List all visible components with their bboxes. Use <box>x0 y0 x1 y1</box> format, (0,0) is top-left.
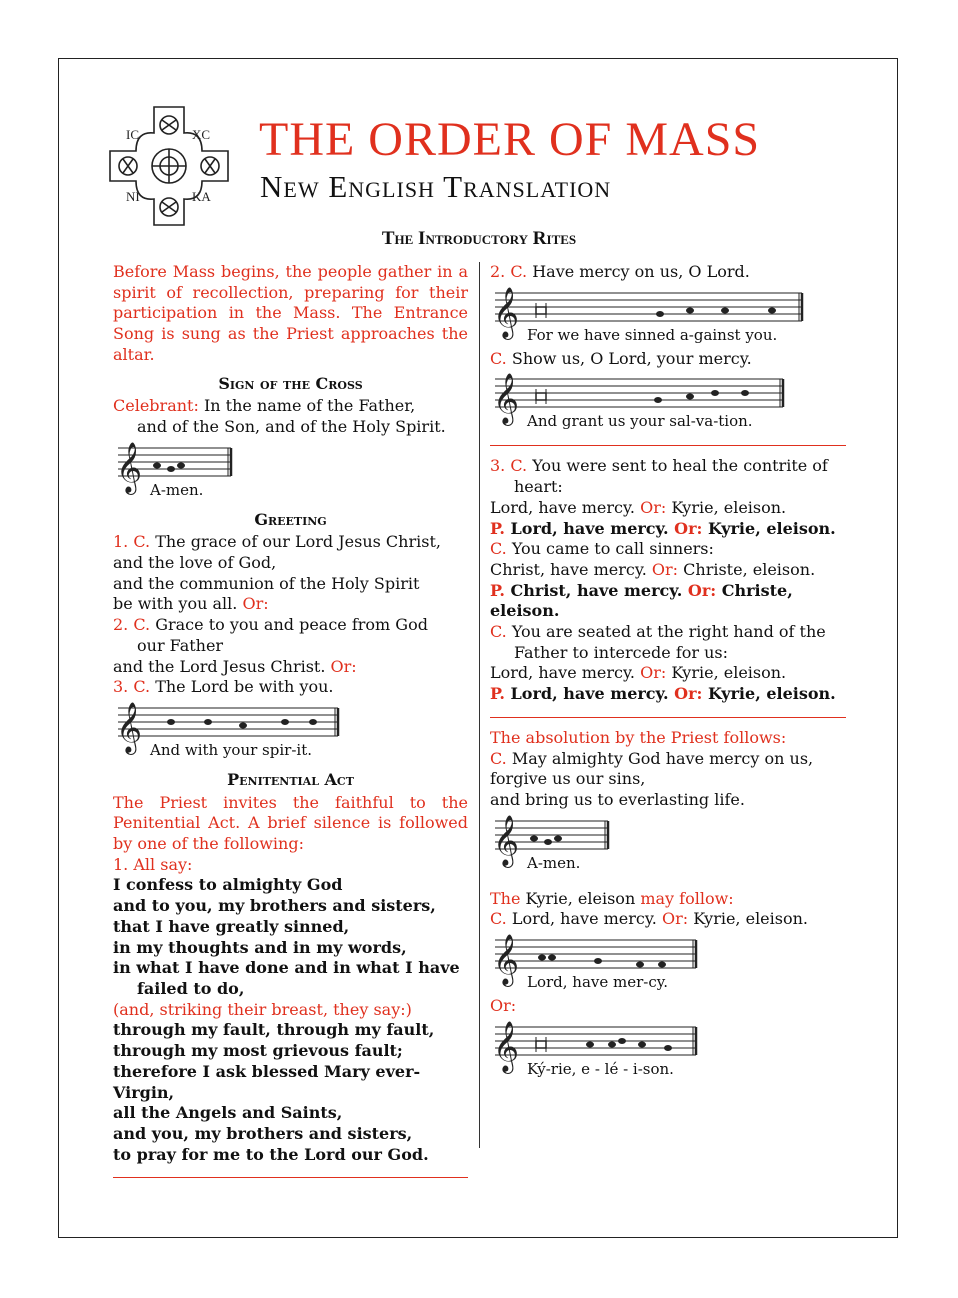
salvation-staff <box>490 373 846 433</box>
amen-staff <box>113 442 468 502</box>
svg-text:𝄞: 𝄞 <box>493 286 520 338</box>
confiteor-line: in what I have done and in what I have failed to do, <box>113 958 460 998</box>
greeting-1-line-3: and the communion of the Holy Spirit <box>113 573 420 593</box>
greeting-heading: Greeting <box>254 509 327 529</box>
confiteor-line: through my fault, through my fault, <box>113 1020 435 1040</box>
greeting-1: 1. C. The grace of our Lord Jesus Christ, <box>113 532 441 552</box>
confiteor-line: therefore I ask blessed Mary ever-Virgin, <box>113 1061 421 1102</box>
greeting-3: 3. C. The Lord be with you. <box>113 677 334 697</box>
people-lord-mercy: P. Lord, have mercy. Or: Kyrie, eleison. <box>490 518 836 538</box>
absolution-line-3: and bring us to everlasting life. <box>490 789 745 809</box>
confiteor-line: and you, my brothers and sisters, <box>113 1123 413 1143</box>
confiteor-line: I confess to almighty God <box>113 875 343 895</box>
amen-staff-2 <box>490 815 846 875</box>
svg-text:𝄞: 𝄞 <box>493 373 520 425</box>
section-title: The Introductory Rites <box>381 228 577 249</box>
page-subtitle: New English Translation <box>260 169 612 204</box>
seated-line: C. You are seated at the right hand of the Father to intercede for us: <box>490 622 826 662</box>
people-lord-mercy-2: P. Lord, have mercy. Or: Kyrie, eleison. <box>490 684 836 704</box>
greeting-2: 2. C. Grace to you and peace from God <box>113 615 428 635</box>
greeting-2-line-3: and the Lord Jesus Christ. Or: <box>113 656 357 676</box>
spirit-lyric: And with your spir-it. <box>150 740 312 759</box>
salvation-lyric: And grant us your sal-va-tion. <box>527 412 753 431</box>
spirit-staff <box>113 702 468 762</box>
kyrie-3-intro: 3. C. You were sent to heal the contrite of heart: <box>490 456 828 497</box>
absolution-line-2: forgive us our sins, <box>490 769 646 789</box>
show-mercy: C. Show us, O Lord, your mercy. <box>490 348 752 368</box>
lord-mercy-line-2: Lord, have mercy. Or: Kyrie, eleison. <box>490 663 787 683</box>
column-divider <box>479 262 480 1148</box>
absolution-rubric: The absolution by the Priest follows: <box>490 727 787 747</box>
red-rule <box>490 717 846 718</box>
right-column <box>490 262 846 1083</box>
against-staff <box>490 287 846 347</box>
red-rule <box>490 445 846 446</box>
came-line: C. You came to call sinners: <box>490 539 714 559</box>
mercy-2: 2. C. Have mercy on us, O Lord. <box>490 262 750 281</box>
people-christ-mercy: P. Christ, have mercy. Or: Christe, eleison. <box>490 580 793 621</box>
svg-text:𝄞: 𝄞 <box>116 441 143 493</box>
greeting-1-line-2: and the love of God, <box>113 553 277 573</box>
lord-mercy-lyric: Lord, have mer-cy. <box>527 973 669 992</box>
sign-of-cross-heading: Sign of the Cross <box>218 373 363 393</box>
confiteor-line: in my thoughts and in my words, <box>113 937 407 957</box>
all-say-rubric: 1. All say: <box>113 854 193 874</box>
kyrie-call: C. Lord, have mercy. Or: Kyrie, eleison. <box>490 909 808 929</box>
penitential-heading: Penitential Act <box>227 769 354 789</box>
kyrie-staff <box>490 1021 846 1081</box>
svg-text:XC: XC <box>192 127 211 142</box>
svg-text:𝄞: 𝄞 <box>493 1020 520 1072</box>
kyrie-lyric: Ký-rie, e - lé - i-son. <box>527 1059 674 1078</box>
lord-mercy-staff <box>490 934 846 994</box>
confiteor-line: and to you, my brothers and sisters, <box>113 896 436 916</box>
penitential-rubric: The Priest invites the faithful to the Penitential Act. A brief silence is followed by one of the following: <box>113 792 468 854</box>
or-label: Or: <box>490 996 517 1016</box>
svg-text:𝄞: 𝄞 <box>493 814 520 866</box>
red-rule <box>113 1177 468 1178</box>
confiteor-line: all the Angels and Saints, <box>113 1103 343 1123</box>
confiteor-line: to pray for me to the Lord our God. <box>113 1144 429 1164</box>
svg-text:NI: NI <box>126 189 140 204</box>
intro-rubric: Before Mass begins, the people gather in a spirit of recollection, preparing for their participation in the Mass. The Entrance Song is sung as the Priest approaches the altar. <box>113 262 468 364</box>
svg-text:KA: KA <box>192 189 211 204</box>
against-lyric: For we have sinned a-gainst you. <box>527 325 778 344</box>
lord-mercy-line: Lord, have mercy. Or: Kyrie, eleison. <box>490 497 787 517</box>
page-title: THE ORDER OF MASS <box>259 113 761 166</box>
greeting-2-line-2: our Father <box>137 635 224 655</box>
confiteor-line: through my most grievous fault; <box>113 1041 403 1061</box>
celebrant-line-2: and of the Son, and of the Holy Spirit. <box>137 416 446 436</box>
kyrie-rubric: The Kyrie, eleison may follow: <box>490 888 734 908</box>
svg-text:𝄞: 𝄞 <box>116 701 143 753</box>
absolution-line-1: C. May almighty God have mercy on us, <box>490 748 814 768</box>
greeting-1-line-4: be with you all. Or: <box>113 594 269 614</box>
svg-text:𝄞: 𝄞 <box>493 934 520 986</box>
christ-mercy-line: Christ, have mercy. Or: Christe, eleison. <box>490 559 816 579</box>
cross-emblem-icon <box>106 103 232 229</box>
amen-lyric: A-men. <box>150 480 204 499</box>
amen-lyric-2: A-men. <box>527 853 581 872</box>
celebrant-line: Celebrant: In the name of the Father, <box>113 396 416 416</box>
svg-text:IC: IC <box>126 127 139 142</box>
confiteor-line: that I have greatly sinned, <box>113 916 350 936</box>
breast-rubric: (and, striking their breast, they say:) <box>113 999 412 1019</box>
left-column <box>113 262 468 1188</box>
